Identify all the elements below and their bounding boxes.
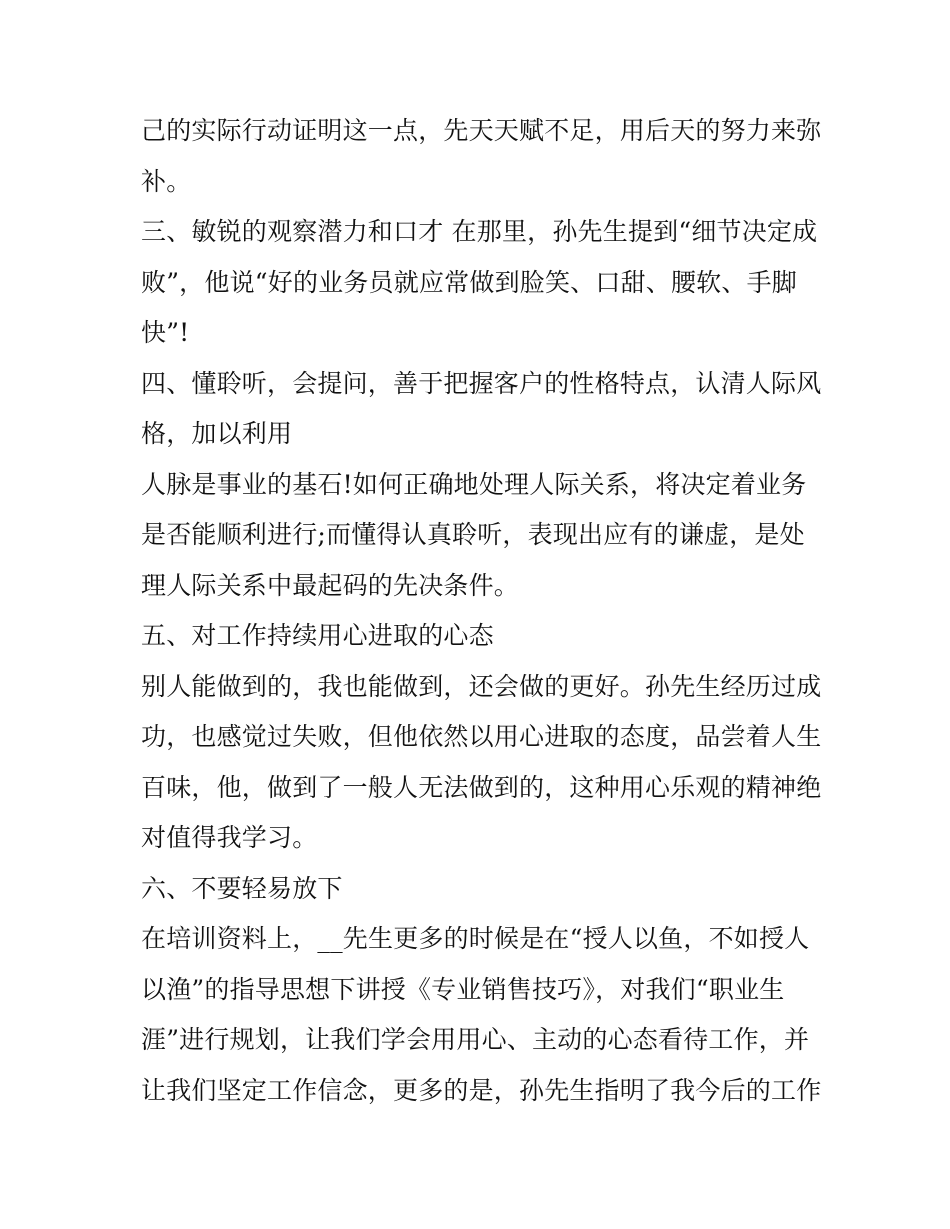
section-heading: 五、对工作持续用心进取的心态 [141,621,494,650]
text-line: 是否能顺利进行;而懂得认真聆听，表现出应有的谦虚，是处 [141,520,805,549]
text-line: 快”! [141,318,190,347]
text-line: 败”，他说“好的业务员就应常做到脸笑、口甜、腰软、手脚 [141,268,797,297]
text-line: 百味，他，做到了一般人无法做到的，这种用心乐观的精神绝 [141,773,822,802]
text-line: 己的实际行动证明这一点，先天天赋不足，用后天的努力来弥 [141,116,822,145]
section-heading: 四、懂聆听，会提问，善于把握客户的性格特点，认清人际风 [141,369,822,398]
text-line: 让我们坚定工作信念，更多的是，孙先生指明了我今后的工作 [141,1076,822,1105]
text-line: 格，加以利用 [141,419,293,448]
text-line: 别人能做到的，我也能做到，还会做的更好。孙先生经历过成 [141,672,822,701]
text-line: 以渔”的指导思想下讲授《专业销售技巧》，对我们“职业生 [141,975,785,1004]
section-heading: 六、不要轻易放下 [141,874,343,903]
text-line: 涯”进行规划，让我们学会用用心、主动的心态看待工作，并 [141,1025,810,1054]
text-line: 在培训资料上，__先生更多的时候是在“授人以鱼，不如授人 [141,924,810,953]
text-line: 人脉是事业的基石!如何正确地处理人际关系，将决定着业务 [141,470,807,499]
text-line: 理人际关系中最起码的先决条件。 [141,571,520,600]
text-line: 对值得我学习。 [141,823,318,852]
section-heading: 三、敏锐的观察潜力和口才 在那里，孙先生提到“细节决定成 [141,217,818,246]
text-line: 功，也感觉过失败，但他依然以用心进取的态度，品尝着人生 [141,722,822,751]
text-line: 补。 [141,167,192,196]
